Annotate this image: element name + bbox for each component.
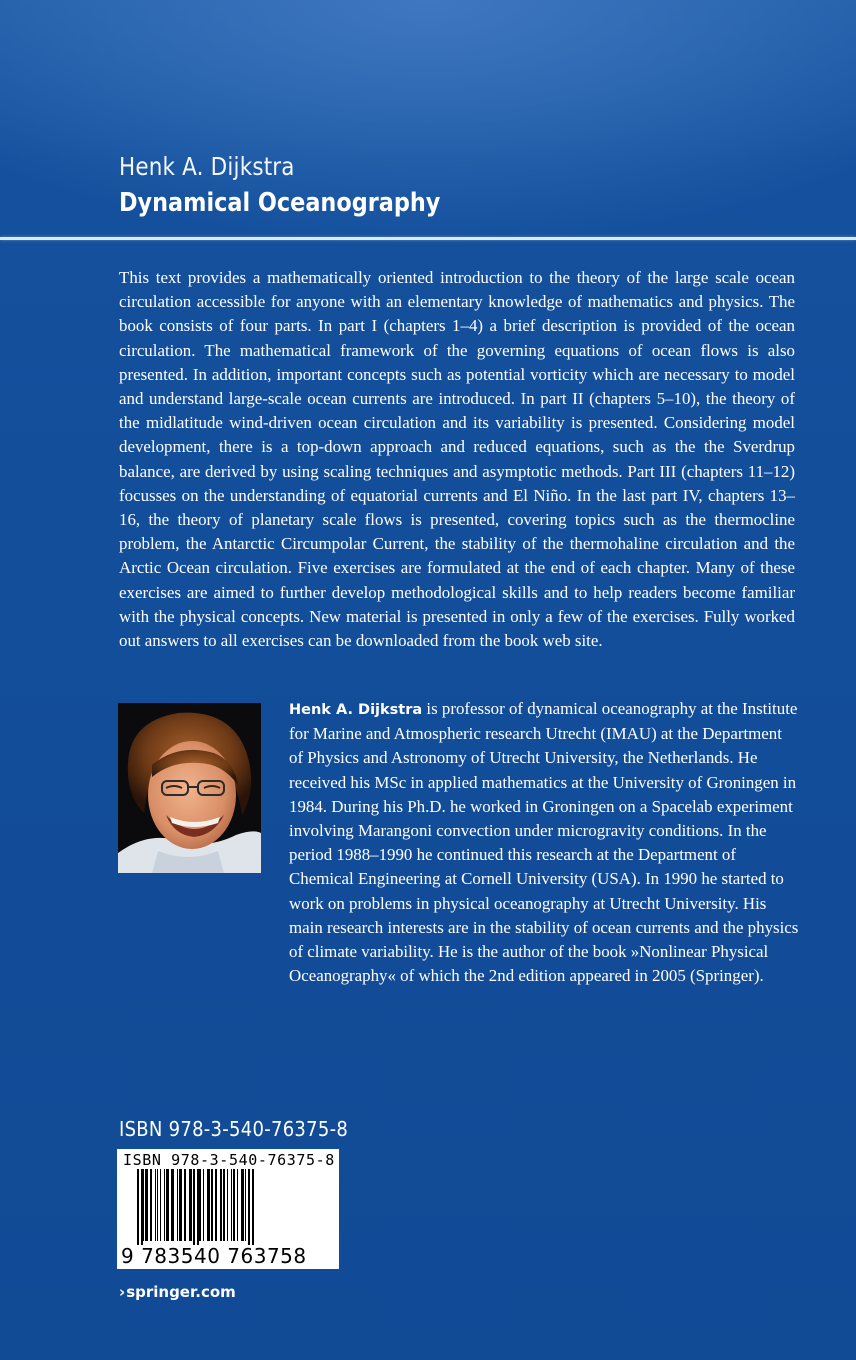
- barcode-bar: [227, 1169, 228, 1241]
- barcode-bar: [179, 1169, 182, 1241]
- barcode-bars: [121, 1169, 335, 1247]
- bio-text: is professor of dynamical oceanography at the Institute for Marine and Atmospheric research Utrecht (IMAU) at the Department of Physics and Astronomy of Utrecht University, the Netherlands. He received his MSc in applied mathematics at the University of Groningen in 1984. During his Ph.D. he worked in Groningen on a Spacelab experiment involving Marangoni convection under microgravity conditions. In the period 1988–1990 he continued this research at the Department of Chemical Engineering at Cornell University (USA). In 1990 he started to work on problems in physical oceanography at Utrecht University. His main research interests are in the stability of ocean currents and the physics of climate variability. He is the author of the book »Nonlinear Physical Oceanography« of which the 2nd edition appeared in 2005 (Springer).: [289, 699, 799, 986]
- barcode-bar: [241, 1169, 244, 1241]
- author-photo: [118, 703, 261, 873]
- barcode: [117, 1149, 339, 1269]
- barcode-bar: [184, 1169, 186, 1241]
- book-title: Dynamical Oceanography: [119, 188, 441, 218]
- divider-rule: [0, 237, 856, 240]
- author-name: Henk A. Dijkstra: [119, 152, 295, 181]
- barcode-bar: [215, 1169, 217, 1241]
- barcode-bar: [199, 1169, 201, 1241]
- springer-link[interactable]: [119, 1283, 236, 1301]
- author-bio: [289, 697, 799, 988]
- barcode-guard-bar: [141, 1169, 143, 1245]
- barcode-digits: 9 783540 763758: [121, 1244, 307, 1268]
- barcode-bar: [223, 1169, 225, 1241]
- barcode-guard-bar: [252, 1169, 254, 1245]
- barcode-bar: [164, 1169, 165, 1241]
- isbn-label: ISBN 978-3-540-76375-8: [119, 1117, 349, 1141]
- barcode-isbn-text: ISBN 978-3-540-76375-8: [123, 1151, 335, 1169]
- barcode-bar: [171, 1169, 174, 1241]
- barcode-bar: [166, 1169, 169, 1241]
- barcode-bar: [231, 1169, 232, 1241]
- barcode-bar: [207, 1169, 210, 1241]
- barcode-bar: [157, 1169, 158, 1241]
- barcode-bar: [203, 1169, 204, 1241]
- barcode-bar: [177, 1169, 178, 1241]
- barcode-bar: [245, 1169, 246, 1241]
- barcode-bar: [237, 1169, 238, 1241]
- barcode-bar: [143, 1169, 144, 1241]
- barcode-bar: [160, 1169, 161, 1241]
- book-description: This text provides a mathematically oriented introduction to the theory of the large scale ocean circulation accessible for anyone with an elementary knowledge of mathematics and physics. The book consists of four parts. In part I (chapters 1–4) a brief description is provided of the ocean circulation. The mathematical framework of the governing equations of ocean flows is also presented. In addition, important concepts such as potential vorticity which are necessary to model and understand large-scale ocean currents are introduced. In part II (chapters 5–10), the theory of the midlatitude wind-driven ocean circulation and its variability is presented. Considering model development, there is a top-down approach and reduced equations, such as the the Sverdrup balance, are derived by using scaling techniques and asymptotic methods. Part III (chapters 11–12) focusses on the understanding of equatorial currents and El Niño. In the last part IV, chapters 13–16, the theory of planetary scale flows is presented, covering topics such as the thermocline problem, the Antarctic Circumpolar Current, the stability of the thermohaline circulation and the Arctic Ocean circulation. Five exercises are formulated at the end of each chapter. Many of these exercises are aimed to further develop methodological skills and to help readers become familiar with the physical concepts. New material is presented in only a few of the exercises. Fully worked out answers to all exercises can be downloaded from the book web site.: [119, 268, 795, 651]
- barcode-bar: [220, 1169, 222, 1241]
- barcode-bar: [211, 1169, 213, 1241]
- barcode-bar: [150, 1169, 152, 1241]
- barcode-bar: [233, 1169, 235, 1241]
- bio-author-name: Henk A. Dijkstra: [289, 702, 423, 718]
- barcode-guard-bar: [193, 1169, 195, 1245]
- barcode-bar: [155, 1169, 156, 1241]
- barcode-bar: [189, 1169, 192, 1241]
- springer-url: springer.com: [126, 1283, 236, 1301]
- barcode-guard-bar: [248, 1169, 250, 1245]
- barcode-guard-bar: [197, 1169, 199, 1245]
- chevron-right-icon: ›: [119, 1283, 126, 1301]
- barcode-bar: [145, 1169, 148, 1241]
- barcode-guard-bar: [137, 1169, 139, 1245]
